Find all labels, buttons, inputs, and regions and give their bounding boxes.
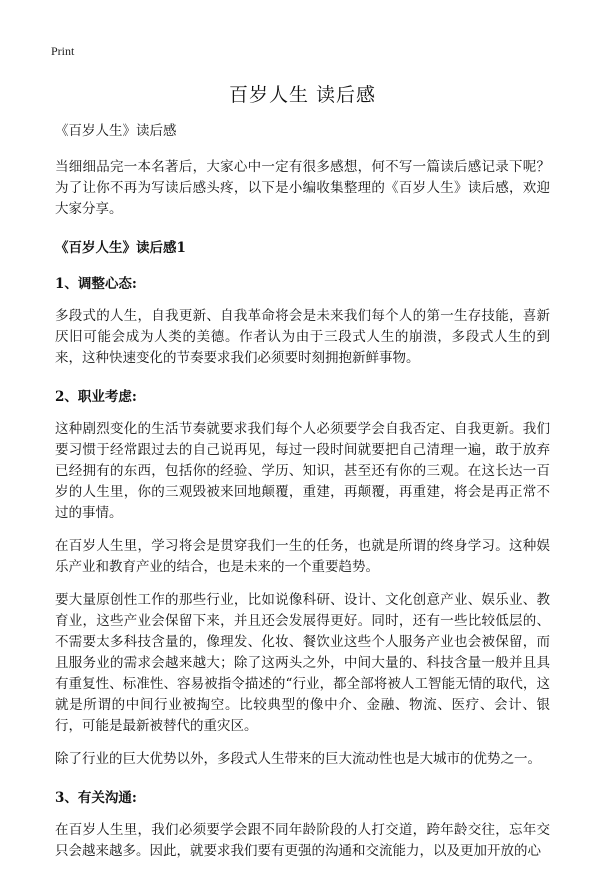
heading-communication: 3、有关沟通: [55,790,137,806]
print-link[interactable]: Print [51,44,75,58]
paragraph: 这种剧烈变化的生活节奏就要求我们每个人必须要学会自我否定、自我更新。我们要习惯于经常跟过去的自己说再见，每过一段时间就要把自己清理一遍，敢于放弃已经拥有的东西，包括你的经验、学历、知识，甚至还有你的三观。在这长达一百岁的人生里，你的三观毁被来回地颠覆，重建，再颠覆，再重建，将会是再正常不过的事情。 [55,421,550,521]
paragraph: 在百岁人生里，学习将会是贯穿我们一生的任务，也就是所谓的终身学习。这种娱乐产业和教育产业的结合，也是未来的一个重要趋势。 [55,538,550,575]
heading-career: 2、职业考虑: [55,389,137,405]
section-heading: 《百岁人生》读后感1 [55,240,186,256]
article-content [55,80,550,874]
intro-paragraph: 当细细品完一本名著后，大家心中一定有很多感想，何不写一篇读后感记录下呢？为了让你不再为写读后感头疼，以下是小编收集整理的《百岁人生》读后感，欢迎大家分享。 [55,159,550,217]
paragraph: 多段式的人生，自我更新、自我革命将会是未来我们每个人的第一生存技能，喜新厌旧可能会成为人类的美德。作者认为由于三段式人生的崩溃，多段式人生的到来，这种快速变化的节奏要求我们必须要时刻拥抱新鲜事物。 [55,308,550,366]
article-subtitle: 《百岁人生》读后感 [55,123,177,139]
heading-adjust-mindset: 1、调整心态: [55,276,137,292]
paragraph: 除了行业的巨大优势以外，多段式人生带来的巨大流动性也是大城市的优势之一。 [55,751,541,767]
paragraph: 要大量原创性工作的那些行业，比如说像科研、设计、文化创意产业、娱乐业、教育业，这些产业会保留下来，并且还会发展得更好。同时，还有一些比较低层的、不需要太多科技含量的，像理发、化妆、餐饮业这些个人服务产业也会被保留，而且服务业的需求会越来越大；除了这两头之外，中间大量的、科技含量一般并且具有重复性、标准性、容易被指令描述的“行业，都全部将被人工智能无情的取代，这就是所谓的中间行业被掏空。比较典型的像中介、金融、物流、医疗、会计、银行，可能是最新被替代的重灾区。 [55,592,550,734]
page-title: 百岁人生 读后感 [228,84,377,106]
paragraph: 在百岁人生里，我们必须要学会跟不同年龄阶段的人打交道，跨年龄交往，忘年交只会越来越多。因此，就要求我们要有更强的沟通和交流能力，以及更加开放的心 [55,822,550,859]
